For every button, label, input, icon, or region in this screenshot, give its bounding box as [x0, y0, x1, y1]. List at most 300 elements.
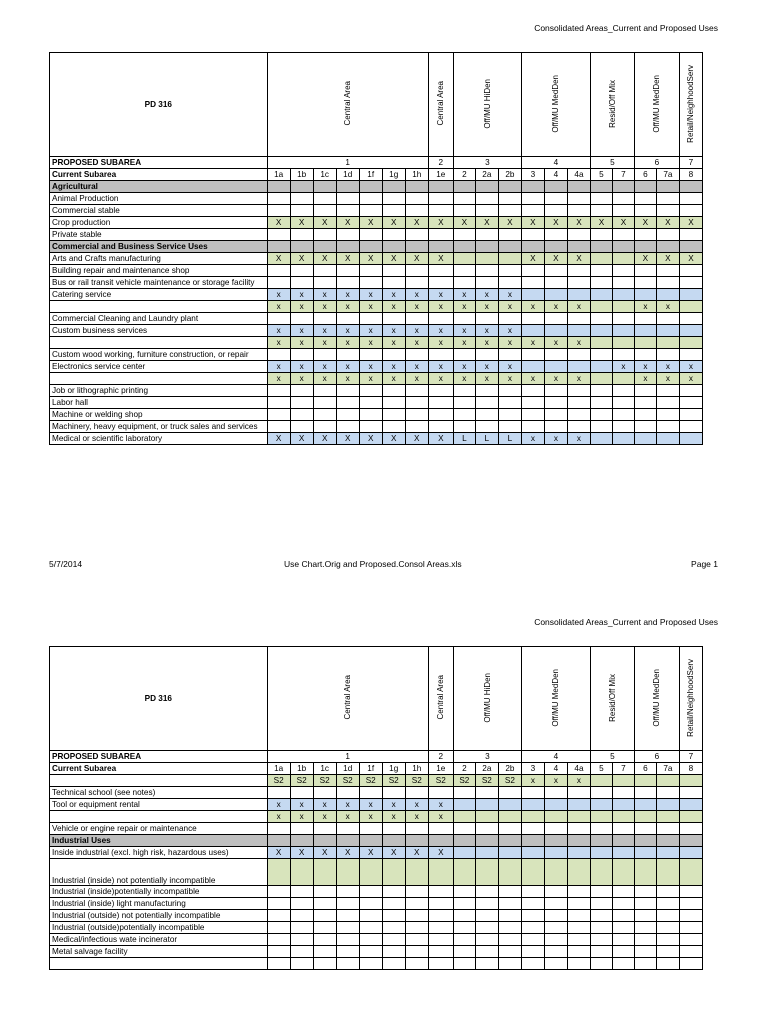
current-subarea-code: 1e	[428, 169, 453, 181]
use-cell	[679, 277, 702, 289]
current-subarea-code: 5	[590, 169, 612, 181]
use-cell	[405, 922, 428, 934]
use-cell	[544, 409, 567, 421]
use-cell	[267, 205, 290, 217]
use-cell	[313, 229, 336, 241]
use-cell	[290, 397, 313, 409]
use-label: Machinery, heavy equipment, or truck sales and services	[50, 421, 268, 433]
use-cell: X	[521, 217, 544, 229]
use-cell	[498, 847, 521, 859]
use-cell	[336, 958, 359, 970]
current-subarea-code: 1c	[313, 169, 336, 181]
use-cell	[521, 886, 544, 898]
use-cell: X	[382, 433, 405, 445]
table-row	[50, 934, 703, 946]
use-cell: X	[656, 217, 679, 229]
use-cell	[359, 277, 382, 289]
use-cell	[453, 958, 475, 970]
use-cell	[656, 265, 679, 277]
use-cell	[475, 349, 498, 361]
section-label: Agricultural	[50, 181, 268, 193]
column-group-header	[679, 53, 702, 157]
use-cell	[428, 385, 453, 397]
use-cell: S2	[405, 775, 428, 787]
use-cell: L	[453, 433, 475, 445]
use-label: Commercial Cleaning and Laundry plant	[50, 313, 268, 325]
use-cell	[313, 313, 336, 325]
use-cell	[498, 922, 521, 934]
use-cell: x	[267, 373, 290, 385]
use-cell	[405, 934, 428, 946]
use-cell: X	[290, 847, 313, 859]
current-subarea-code: 6	[634, 763, 656, 775]
use-cell	[656, 433, 679, 445]
use-cell	[521, 823, 544, 835]
use-label	[50, 958, 268, 970]
use-cell	[590, 193, 612, 205]
use-cell	[313, 409, 336, 421]
use-cell: x	[290, 301, 313, 313]
use-cell	[544, 397, 567, 409]
use-cell	[267, 421, 290, 433]
use-cell: x	[656, 361, 679, 373]
use-cell	[656, 922, 679, 934]
use-cell	[428, 910, 453, 922]
column-group-header	[453, 53, 521, 157]
use-label	[50, 811, 268, 823]
use-cell	[336, 193, 359, 205]
use-cell	[567, 325, 590, 337]
use-cell	[656, 775, 679, 787]
use-cell	[590, 397, 612, 409]
use-cell	[634, 433, 656, 445]
use-cell: X	[382, 253, 405, 265]
use-cell	[567, 847, 590, 859]
use-cell	[475, 385, 498, 397]
use-cell	[521, 421, 544, 433]
use-cell	[290, 241, 313, 253]
use-cell: x	[382, 811, 405, 823]
use-cell	[544, 265, 567, 277]
use-cell	[656, 787, 679, 799]
use-cell	[612, 859, 634, 886]
use-cell: x	[290, 325, 313, 337]
column-group-header	[590, 53, 634, 157]
use-cell	[590, 265, 612, 277]
use-cell	[359, 898, 382, 910]
use-cell	[656, 229, 679, 241]
use-cell: X	[521, 253, 544, 265]
use-cell: X	[359, 433, 382, 445]
use-cell	[679, 229, 702, 241]
use-cell	[634, 823, 656, 835]
use-cell	[590, 229, 612, 241]
use-cell	[498, 835, 521, 847]
column-group-header	[634, 53, 679, 157]
use-cell	[544, 811, 567, 823]
use-cell	[267, 946, 290, 958]
use-cell	[313, 898, 336, 910]
use-cell	[475, 181, 498, 193]
use-cell	[544, 823, 567, 835]
use-cell	[498, 265, 521, 277]
table-row	[50, 301, 703, 313]
use-label: Electronics service center	[50, 361, 268, 373]
column-group-header	[267, 53, 428, 157]
use-label: Custom wood working, furniture construction, or repair	[50, 349, 268, 361]
current-subarea-code: 4a	[567, 763, 590, 775]
use-cell: X	[428, 847, 453, 859]
use-cell	[475, 859, 498, 886]
current-subarea-code: 4	[544, 763, 567, 775]
use-cell	[612, 337, 634, 349]
use-cell	[453, 253, 475, 265]
use-cell	[267, 229, 290, 241]
use-cell	[567, 946, 590, 958]
use-cell: x	[267, 361, 290, 373]
use-cell	[498, 421, 521, 433]
use-cell	[336, 409, 359, 421]
use-cell	[453, 313, 475, 325]
use-cell	[544, 349, 567, 361]
use-cell	[679, 349, 702, 361]
use-cell	[656, 337, 679, 349]
use-cell	[290, 859, 313, 886]
use-cell	[382, 835, 405, 847]
use-cell: x	[359, 301, 382, 313]
use-cell	[313, 934, 336, 946]
section-header-row	[50, 835, 703, 847]
proposed-subarea-number: 7	[679, 157, 702, 169]
use-cell	[453, 181, 475, 193]
use-cell	[656, 181, 679, 193]
use-cell: x	[679, 373, 702, 385]
use-cell	[290, 229, 313, 241]
use-cell	[290, 181, 313, 193]
use-cell	[590, 181, 612, 193]
use-cell: x	[290, 361, 313, 373]
use-cell: x	[359, 799, 382, 811]
use-cell	[634, 958, 656, 970]
use-cell	[290, 205, 313, 217]
use-cell	[336, 946, 359, 958]
use-cell	[544, 910, 567, 922]
use-cell	[656, 205, 679, 217]
table-row	[50, 847, 703, 859]
use-cell	[544, 229, 567, 241]
use-cell	[267, 823, 290, 835]
use-cell	[382, 229, 405, 241]
table-row	[50, 325, 703, 337]
use-cell: x	[336, 301, 359, 313]
table-row	[50, 337, 703, 349]
use-cell	[428, 934, 453, 946]
column-group-header	[679, 647, 702, 751]
use-cell	[336, 265, 359, 277]
use-cell: X	[336, 253, 359, 265]
use-cell: x	[382, 373, 405, 385]
use-cell: S2	[313, 775, 336, 787]
table-row	[50, 946, 703, 958]
use-cell	[336, 313, 359, 325]
table-row	[50, 205, 703, 217]
use-cell	[634, 799, 656, 811]
proposed-subarea-number: 5	[590, 157, 634, 169]
column-group-label: Retail/NeighhoodServ	[686, 64, 696, 143]
use-cell	[679, 289, 702, 301]
use-cell: x	[567, 775, 590, 787]
use-cell	[567, 922, 590, 934]
use-cell	[313, 823, 336, 835]
use-cell	[290, 934, 313, 946]
use-cell: x	[498, 325, 521, 337]
use-cell	[475, 241, 498, 253]
current-subarea-code: 4a	[567, 169, 590, 181]
use-cell	[679, 313, 702, 325]
use-cell: x	[382, 337, 405, 349]
use-cell: x	[453, 301, 475, 313]
column-group-label: Off/MU MedDen	[551, 74, 561, 133]
use-cell	[428, 958, 453, 970]
use-cell: x	[679, 361, 702, 373]
use-cell	[634, 898, 656, 910]
use-label: Industrial (inside)potentially incompatible	[50, 886, 268, 898]
current-subarea-code: 1a	[267, 763, 290, 775]
use-cell	[634, 325, 656, 337]
use-cell	[590, 421, 612, 433]
use-cell: X	[336, 847, 359, 859]
use-cell: x	[359, 289, 382, 301]
use-cell	[679, 301, 702, 313]
use-cell: X	[453, 217, 475, 229]
use-cell	[634, 922, 656, 934]
use-cell	[656, 859, 679, 886]
use-cell	[475, 898, 498, 910]
use-cell	[521, 241, 544, 253]
use-cell	[521, 922, 544, 934]
use-cell	[290, 835, 313, 847]
table-row	[50, 253, 703, 265]
use-cell: x	[498, 301, 521, 313]
use-cell: X	[313, 217, 336, 229]
use-cell	[428, 787, 453, 799]
use-cell	[544, 886, 567, 898]
use-cell	[336, 934, 359, 946]
use-cell	[612, 823, 634, 835]
use-cell	[612, 775, 634, 787]
current-subarea-code: 1g	[382, 169, 405, 181]
use-cell: x	[498, 361, 521, 373]
use-cell	[590, 835, 612, 847]
table-row	[50, 229, 703, 241]
use-cell	[612, 799, 634, 811]
use-cell	[290, 823, 313, 835]
use-cell	[567, 787, 590, 799]
use-cell	[612, 958, 634, 970]
use-cell	[382, 886, 405, 898]
use-cell	[679, 847, 702, 859]
use-cell	[475, 409, 498, 421]
use-cell	[382, 898, 405, 910]
current-subarea-code: 4	[544, 169, 567, 181]
use-cell	[313, 241, 336, 253]
use-cell	[498, 181, 521, 193]
column-group-label: Retail/NeighhoodServ	[686, 658, 696, 737]
use-cell	[521, 934, 544, 946]
section-label: Commercial and Business Service Uses	[50, 241, 268, 253]
use-cell: x	[544, 433, 567, 445]
use-cell	[634, 181, 656, 193]
use-cell	[590, 886, 612, 898]
use-cell: x	[313, 325, 336, 337]
current-subarea-code: 1d	[336, 169, 359, 181]
use-cell	[521, 910, 544, 922]
use-cell	[453, 787, 475, 799]
table-row	[50, 799, 703, 811]
use-cell	[359, 385, 382, 397]
use-cell	[405, 421, 428, 433]
use-cell	[634, 787, 656, 799]
column-group-label: Resid/Off Mix	[607, 79, 617, 128]
use-label: Industrial (outside) not potentially incompatible	[50, 910, 268, 922]
use-cell	[498, 799, 521, 811]
use-cell	[313, 787, 336, 799]
use-cell: x	[313, 361, 336, 373]
table-row	[50, 313, 703, 325]
use-cell: x	[453, 337, 475, 349]
use-cell: x	[359, 373, 382, 385]
use-cell	[544, 313, 567, 325]
use-cell	[453, 847, 475, 859]
column-group-label: Off/MU MedDen	[652, 668, 662, 727]
use-cell	[313, 958, 336, 970]
section-header-row	[50, 181, 703, 193]
use-cell	[498, 313, 521, 325]
use-cell	[612, 277, 634, 289]
use-cell	[544, 181, 567, 193]
use-label: Inside industrial (excl. high risk, hazardous uses)	[50, 847, 268, 859]
use-cell: x	[521, 337, 544, 349]
use-cell	[405, 397, 428, 409]
use-cell	[567, 289, 590, 301]
use-cell: x	[405, 289, 428, 301]
use-cell: x	[405, 301, 428, 313]
current-subarea-code: 1a	[267, 169, 290, 181]
use-cell: X	[267, 253, 290, 265]
use-cell: x	[612, 361, 634, 373]
column-group-label: Resid/Off Mix	[607, 673, 617, 722]
use-cell	[405, 958, 428, 970]
use-cell	[567, 361, 590, 373]
use-cell: x	[498, 337, 521, 349]
table-row	[50, 349, 703, 361]
use-cell	[590, 898, 612, 910]
use-cell	[428, 265, 453, 277]
use-cell	[567, 886, 590, 898]
use-cell	[544, 922, 567, 934]
use-cell	[290, 265, 313, 277]
document-title: PD 316	[50, 53, 268, 157]
use-cell	[544, 385, 567, 397]
use-label: Building repair and maintenance shop	[50, 265, 268, 277]
use-label: Industrial (outside)potentially incompatible	[50, 922, 268, 934]
use-cell	[498, 934, 521, 946]
use-cell: x	[634, 301, 656, 313]
use-cell: X	[267, 847, 290, 859]
table-row	[50, 775, 703, 787]
use-cell	[521, 205, 544, 217]
use-cell	[544, 325, 567, 337]
use-cell: x	[634, 361, 656, 373]
use-cell: x	[359, 361, 382, 373]
proposed-subarea-number: 1	[267, 751, 428, 763]
use-cell	[405, 181, 428, 193]
use-cell	[656, 910, 679, 922]
use-cell	[475, 265, 498, 277]
page1-header-text: Consolidated Areas_Current and Proposed Uses	[534, 23, 718, 33]
use-cell	[382, 823, 405, 835]
use-cell: x	[405, 799, 428, 811]
use-cell	[290, 385, 313, 397]
use-label: Technical school (see notes)	[50, 787, 268, 799]
use-cell	[679, 787, 702, 799]
use-cell	[267, 859, 290, 886]
table-row	[50, 373, 703, 385]
use-cell	[567, 835, 590, 847]
use-cell	[475, 910, 498, 922]
use-cell	[359, 409, 382, 421]
use-cell	[382, 277, 405, 289]
use-cell: x	[336, 289, 359, 301]
use-cell	[336, 229, 359, 241]
use-cell	[428, 421, 453, 433]
current-subarea-code: 1g	[382, 763, 405, 775]
use-label: Job or lithographic printing	[50, 385, 268, 397]
use-cell	[290, 958, 313, 970]
use-cell: x	[405, 325, 428, 337]
use-cell	[498, 397, 521, 409]
use-cell	[679, 193, 702, 205]
use-cell	[313, 397, 336, 409]
use-cell	[656, 325, 679, 337]
use-cell: x	[544, 301, 567, 313]
use-cell	[544, 277, 567, 289]
column-group-header	[428, 53, 453, 157]
use-cell: X	[359, 847, 382, 859]
use-cell: x	[521, 775, 544, 787]
use-cell: S2	[267, 775, 290, 787]
use-cell	[453, 859, 475, 886]
column-group-label: Central Area	[436, 81, 446, 126]
table-row	[50, 922, 703, 934]
use-cell	[267, 886, 290, 898]
use-cell	[359, 787, 382, 799]
use-cell: x	[336, 373, 359, 385]
use-cell	[612, 946, 634, 958]
use-cell	[313, 835, 336, 847]
use-cell: x	[405, 361, 428, 373]
use-cell	[612, 835, 634, 847]
use-cell	[656, 241, 679, 253]
proposed-subarea-number: 1	[267, 157, 428, 169]
use-cell	[428, 277, 453, 289]
use-cell	[428, 859, 453, 886]
use-cell	[544, 289, 567, 301]
use-cell	[544, 934, 567, 946]
use-cell	[544, 241, 567, 253]
use-cell	[267, 787, 290, 799]
use-cell	[498, 229, 521, 241]
